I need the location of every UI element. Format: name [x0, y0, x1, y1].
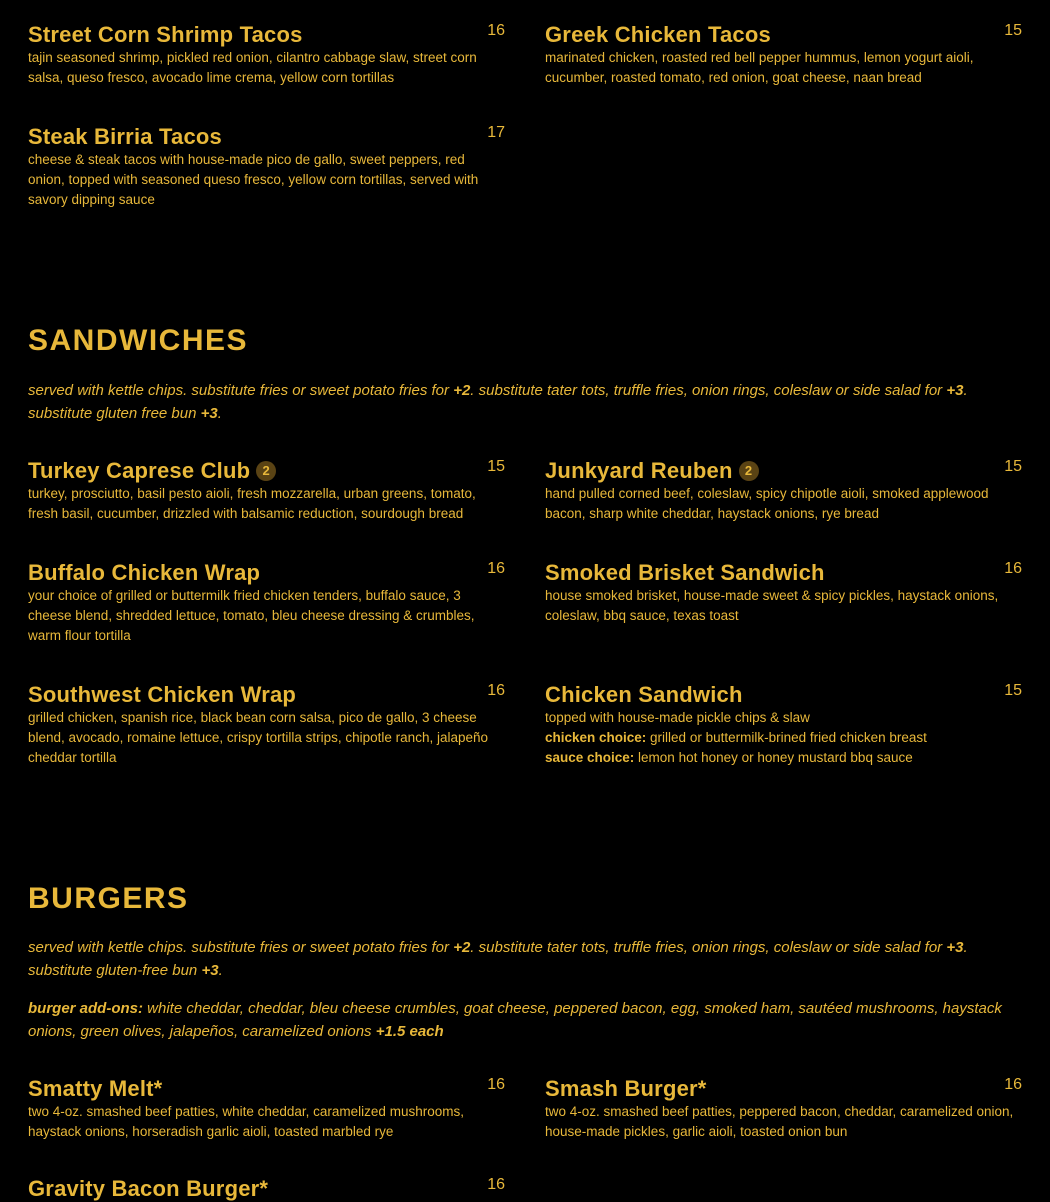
menu-item [28, 560, 505, 682]
item-name: Turkey Caprese Club [28, 458, 251, 483]
note-price: +2 [453, 939, 471, 956]
item-name-wrap [28, 458, 276, 484]
tacos-grid [28, 22, 1022, 210]
note-text: served with kettle chips. substitute fries or sweet potato fries for [28, 382, 454, 399]
badge-icon: 2 [256, 461, 276, 481]
section-note [28, 380, 1022, 425]
item-description: cheese & steak tacos with house-made pico de gallo, sweet peppers, red onion, topped with seasoned queso fresco, yellow corn tortillas, served with savory dipping sauce [28, 152, 479, 207]
section-title-sandwiches: SANDWICHES [28, 324, 249, 357]
item-name: Gravity Bacon Burger* [28, 1176, 269, 1201]
item-price: 17 [487, 124, 505, 141]
note-text: . [217, 404, 222, 422]
item-price: 16 [487, 22, 505, 39]
menu-item [545, 22, 1022, 124]
item-price: 15 [1004, 682, 1022, 699]
item-description: two 4-oz. smashed beef patties, white cheddar, caramelized mushrooms, haystack onions, horseradish garlic aioli, toasted marbled rye [28, 1104, 464, 1139]
choice-label: chicken choice: [545, 730, 647, 745]
item-name: Greek Chicken Tacos [545, 22, 771, 47]
section-title-burgers: BURGERS [28, 882, 189, 915]
item-name: Chicken Sandwich [545, 682, 743, 707]
menu-item [545, 458, 1022, 560]
item-price: 16 [487, 560, 505, 577]
note-price: +3 [201, 961, 219, 979]
note-text: served with kettle chips. substitute fries or sweet potato fries for [28, 939, 454, 956]
item-name: Smatty Melt* [28, 1076, 163, 1101]
item-description-line: topped with house-made pickle chips & slaw [545, 710, 810, 725]
note-text: . substitute gluten-free bun [28, 939, 968, 979]
item-name: Street Corn Shrimp Tacos [28, 22, 303, 47]
item-price: 16 [487, 682, 505, 699]
choice-text: lemon hot honey or honey mustard bbq sauce [634, 750, 913, 765]
item-name: Southwest Chicken Wrap [28, 682, 297, 707]
item-price: 15 [487, 458, 505, 475]
item-description: tajin seasoned shrimp, pickled red onion, cilantro cabbage slaw, street corn salsa, queso fresco, avocado lime crema, yellow corn tortillas [28, 50, 477, 85]
note-price: +2 [453, 382, 471, 399]
item-name: Junkyard Reuben [545, 458, 733, 483]
item-description: hand pulled corned beef, coleslaw, spicy chipotle aioli, smoked applewood bacon, sharp white cheddar, haystack onions, rye bread [545, 486, 989, 521]
menu-item [28, 124, 505, 210]
burgers-grid [28, 1076, 1022, 1202]
item-price: 16 [487, 1176, 505, 1193]
item-description [545, 708, 1022, 768]
burger-addons-note [28, 998, 1022, 1043]
note-text: . substitute tater tots, truffle fries, onion rings, coleslaw or side salad for [470, 382, 947, 399]
sandwiches-grid [28, 458, 1022, 768]
item-price: 16 [1004, 1076, 1022, 1093]
item-price: 15 [1004, 22, 1022, 39]
item-description: marinated chicken, roasted red bell pepper hummus, lemon yogurt aioli, cucumber, roasted tomato, red onion, goat cheese, naan bread [545, 50, 974, 85]
item-name: Smoked Brisket Sandwich [545, 560, 825, 585]
note-price: +3 [946, 382, 964, 399]
sauce-choice-line [545, 748, 1022, 768]
addons-label: burger add-ons: [28, 1000, 143, 1017]
item-name: Steak Birria Tacos [28, 124, 222, 149]
item-name: Smash Burger* [545, 1076, 707, 1101]
addons-text: white cheddar, cheddar, bleu cheese crumbles, goat cheese, peppered bacon, egg, smoked ham, sautéed mushrooms, haystack onions, green olives, jalapeños, caramelized onions [28, 1000, 1002, 1040]
item-description: grilled chicken, spanish rice, black bean corn salsa, pico de gallo, 3 cheese blend, avocado, romaine lettuce, crispy tortilla strips, chipotle ranch, jalapeño cheddar tortilla [28, 710, 488, 765]
note-price: +3 [946, 939, 964, 956]
item-description: your choice of grilled or buttermilk fried chicken tenders, buffalo sauce, 3 cheese blend, shredded lettuce, tomato, bleu cheese dressing & crumbles, warm flour tortilla [28, 588, 475, 643]
menu-item [545, 560, 1022, 682]
menu-item [28, 1076, 505, 1176]
menu-item [28, 22, 505, 124]
choice-label: sauce choice: [545, 750, 635, 765]
item-price: 16 [487, 1076, 505, 1093]
item-name-wrap [545, 458, 759, 484]
note-text: . substitute gluten free bun [28, 382, 968, 422]
choice-text: grilled or buttermilk-brined fried chicken breast [646, 730, 927, 745]
item-name: Buffalo Chicken Wrap [28, 560, 261, 585]
menu-item [545, 1076, 1022, 1176]
menu-item [28, 1176, 505, 1202]
menu-item [545, 682, 1022, 768]
menu-item [28, 458, 505, 560]
addons-price: +1.5 each [375, 1022, 444, 1040]
item-description: house smoked brisket, house-made sweet & spicy pickles, haystack onions, coleslaw, bbq sauce, texas toast [545, 588, 999, 623]
item-description: turkey, prosciutto, basil pesto aioli, fresh mozzarella, urban greens, tomato, fresh basil, cucumber, drizzled with balsamic reduction, sourdough bread [28, 486, 476, 521]
item-description: two 4-oz. smashed beef patties, peppered bacon, cheddar, caramelized onion, house-made pickles, garlic aioli, toasted onion bun [545, 1104, 1014, 1139]
section-note [28, 937, 1022, 982]
note-text: . substitute tater tots, truffle fries, onion rings, coleslaw or side salad for [470, 939, 947, 956]
note-text: . [218, 961, 223, 979]
item-price: 16 [1004, 560, 1022, 577]
menu-item [28, 682, 505, 768]
item-price: 15 [1004, 458, 1022, 475]
chicken-choice-line [545, 728, 1022, 748]
note-price: +3 [200, 404, 218, 422]
badge-icon: 2 [739, 461, 759, 481]
